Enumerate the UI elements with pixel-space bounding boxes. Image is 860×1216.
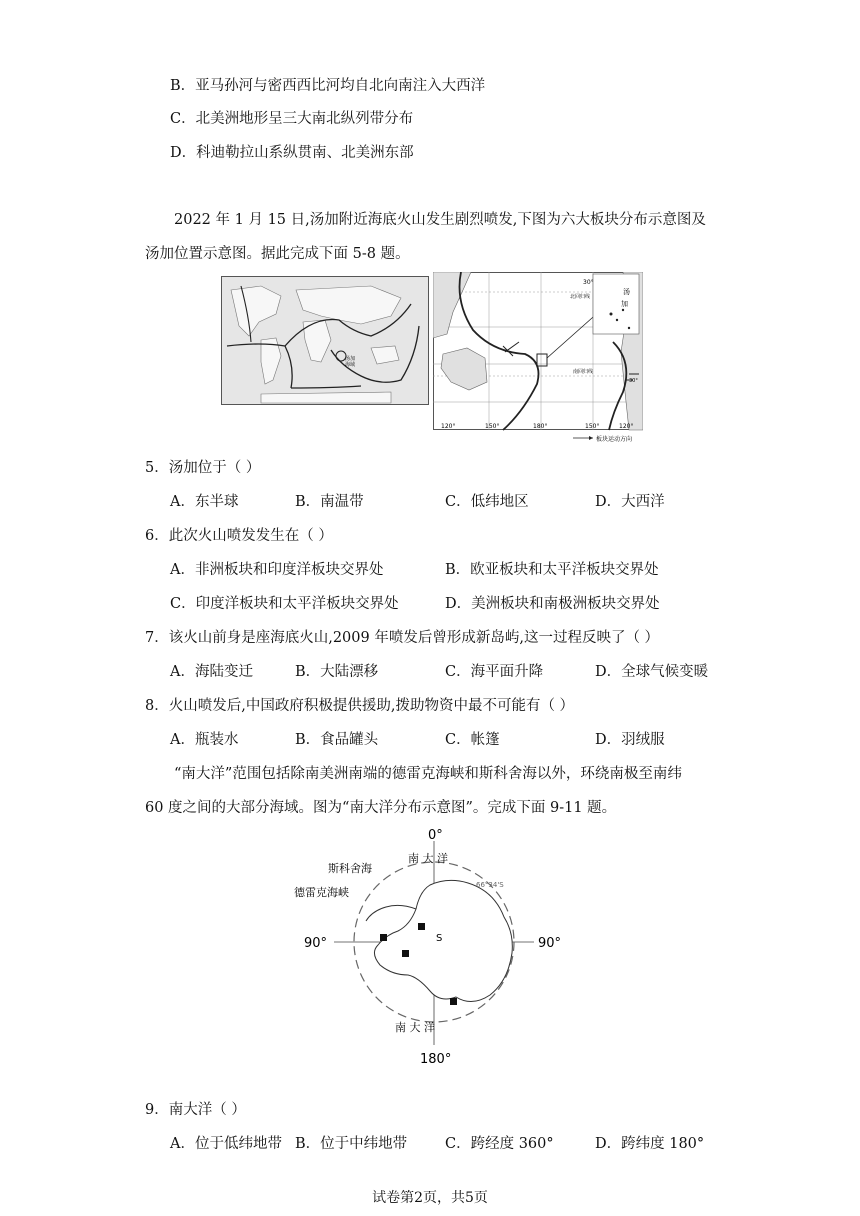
q9-option-b: B．位于中纬地带 bbox=[295, 1136, 408, 1152]
circle-lat-label: 66°34'S bbox=[476, 881, 504, 889]
deg-top: 0° bbox=[428, 828, 443, 843]
lon-label-2: 150° bbox=[485, 423, 500, 430]
lat-30-right-label: 30° bbox=[629, 378, 638, 384]
q8-option-b: B．食品罐头 bbox=[295, 732, 379, 748]
q7-option-a: A．海陆变迁 bbox=[170, 664, 253, 680]
scotia-sea-label: 斯科舍海 bbox=[328, 862, 372, 875]
q5-option-a: A．东半球 bbox=[170, 494, 239, 510]
q8-option-c: C．帐篷 bbox=[445, 732, 500, 748]
southern-ocean-map bbox=[280, 825, 580, 1070]
q9-stem: 9．南大洋（ ） bbox=[145, 1102, 246, 1118]
tonga-char-1: 汤 bbox=[623, 288, 630, 296]
drake-passage-label: 德雷克海峡 bbox=[294, 886, 349, 899]
lat-30-label: 30° bbox=[583, 279, 594, 286]
plate-map bbox=[221, 276, 429, 405]
lon-label-5: 120° bbox=[619, 423, 634, 430]
q7-stem: 7．该火山前身是座海底火山,2009 年喷发后曾形成新岛屿,这一过程反映了（ ） bbox=[145, 630, 660, 646]
plate-map-tonga-label: 汤加 bbox=[345, 356, 356, 362]
tonga-location-map bbox=[433, 272, 643, 444]
deg-bottom: 180° bbox=[420, 1052, 452, 1067]
q5-option-c: C．低纬地区 bbox=[445, 494, 529, 510]
q6-option-d: D．美洲板块和南极洲板块交界处 bbox=[445, 596, 660, 612]
passage1-line2: 汤加位置示意图。据此完成下面 5-8 题。 bbox=[145, 246, 410, 262]
q9-option-d: D．跨纬度 180° bbox=[595, 1136, 705, 1152]
q7-option-b: B．大陆漂移 bbox=[295, 664, 379, 680]
passage2-line1: “南大洋”范围包括除南美洲南端的德雷克海峡和斯科舍海以外，环绕南极至南纬 bbox=[174, 766, 682, 782]
q5-stem: 5．汤加位于（ ） bbox=[145, 460, 261, 476]
legend-label: 板块运动方向 bbox=[596, 436, 633, 443]
north-tropic-label: 北回归线 bbox=[570, 294, 591, 300]
passage1-line1: 2022 年 1 月 15 日,汤加附近海底火山发生剧烈喷发,下图为六大板块分布示意图及 bbox=[174, 212, 706, 228]
q5-option-d: D．大西洋 bbox=[595, 494, 665, 510]
southern-ocean-bottom-label: 南 大 洋 bbox=[395, 1021, 435, 1034]
q5-option-b: B．南温带 bbox=[295, 494, 364, 510]
south-tropic-label: 南回归线 bbox=[573, 369, 594, 375]
q6-option-a: A．非洲板块和印度洋板块交界处 bbox=[170, 562, 384, 578]
q6-option-b: B．欧亚板块和太平洋板块交界处 bbox=[445, 562, 659, 578]
lon-label-3: 180° bbox=[533, 423, 548, 430]
q8-option-d: D．羽绒服 bbox=[595, 732, 665, 748]
option-b-prev: B．亚马孙河与密西西比河均自北向南注入大西洋 bbox=[170, 78, 486, 94]
deg-left: 90° bbox=[304, 936, 328, 951]
q6-option-c: C．印度洋板块和太平洋板块交界处 bbox=[170, 596, 399, 612]
option-c-prev: C．北美洲地形呈三大南北纵列带分布 bbox=[170, 111, 414, 127]
passage2-line2: 60 度之间的大部分海域。图为“南大洋分布示意图”。完成下面 9-11 题。 bbox=[145, 800, 617, 816]
q6-stem: 6．此次火山喷发发生在（ ） bbox=[145, 528, 333, 544]
page-footer: 试卷第2页，共5页 bbox=[372, 1190, 488, 1206]
q8-option-a: A．瓶装水 bbox=[170, 732, 239, 748]
q7-option-d: D．全球气候变暖 bbox=[595, 664, 709, 680]
q7-option-c: C．海平面升降 bbox=[445, 664, 544, 680]
lon-label-4: 150° bbox=[585, 423, 600, 430]
plate-map-sea-label: 海域 bbox=[345, 362, 356, 368]
q9-option-c: C．跨经度 360° bbox=[445, 1136, 554, 1152]
lon-label-1: 120° bbox=[441, 423, 456, 430]
deg-right: 90° bbox=[538, 936, 562, 951]
option-d-prev: D．科迪勒拉山系纵贯南、北美洲东部 bbox=[170, 145, 414, 161]
southern-ocean-top-label: 南 大 洋 bbox=[408, 852, 448, 865]
q9-option-a: A．位于低纬地带 bbox=[170, 1136, 282, 1152]
tonga-char-2: 加 bbox=[621, 300, 628, 308]
q8-stem: 8．火山喷发后,中国政府积极提供援助,拨助物资中最不可能有（ ） bbox=[145, 698, 575, 714]
south-pole-label: S bbox=[436, 933, 443, 944]
